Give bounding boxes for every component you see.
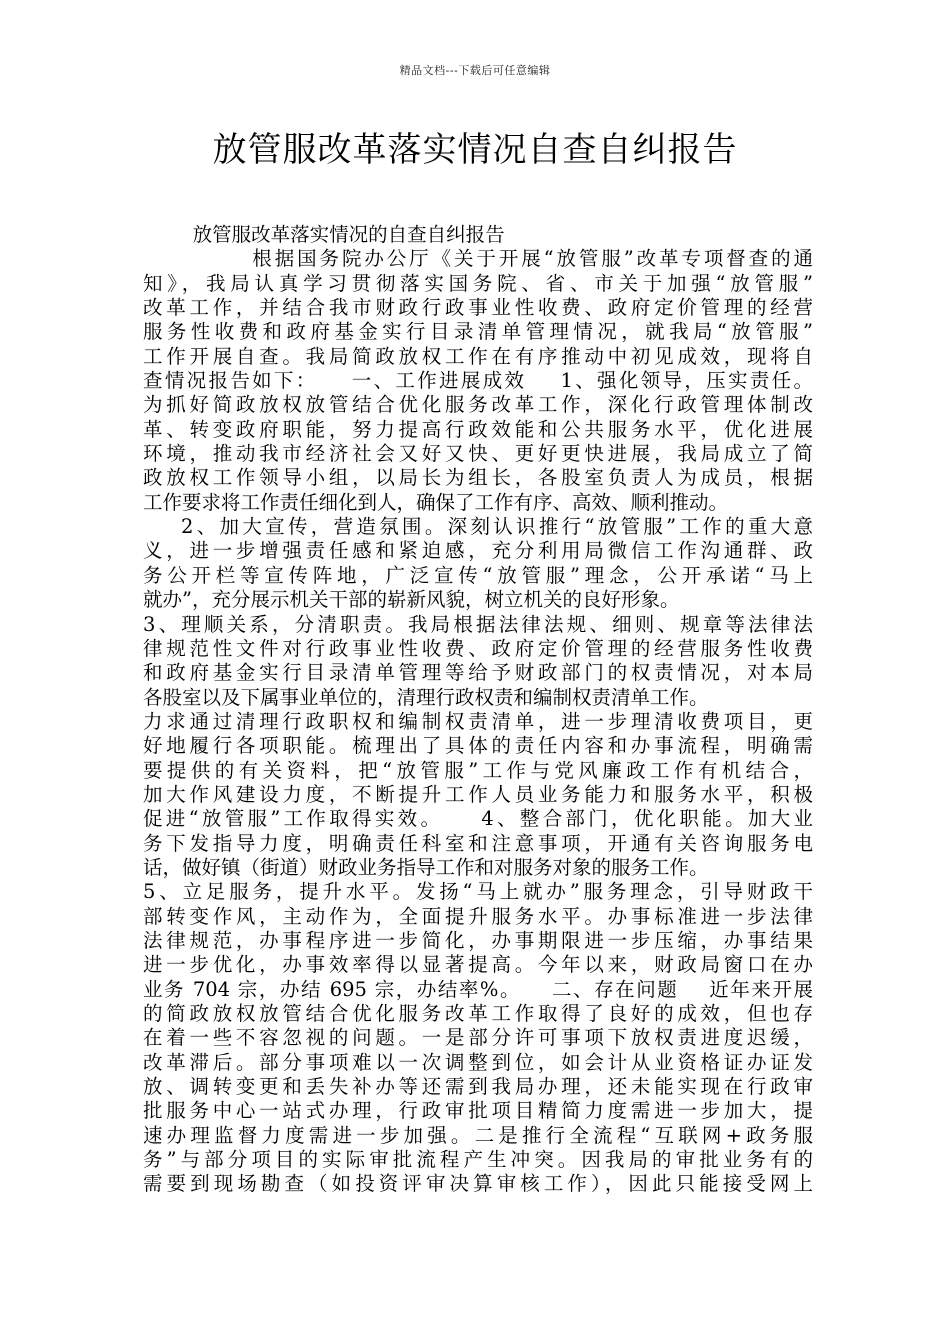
- body-text-line: 放管服改革落实情况的自查自纠报告: [143, 223, 505, 246]
- body-text-line: 批服务中心一站式办理，行政审批项目精简力度需进一步加大，提: [143, 1099, 813, 1123]
- body-text-line: 为抓好简政放权放管结合优化服务改革工作，深化行政管理体制改: [143, 393, 813, 417]
- body-text-line: 促进“放管服”工作取得实效。 4、整合部门，优化职能。加大业: [143, 807, 813, 831]
- body-text-line: 就办”，充分展示机关干部的崭新风貌，树立机关的良好形象。: [143, 588, 680, 612]
- body-text-line: 加大作风建设力度，不断提升工作人员业务能力和服务水平，积极: [143, 782, 813, 806]
- body-text-line: 务公开栏等宣传阵地，广泛宣传“放管服”理念，公开承诺“马上: [143, 563, 813, 587]
- body-text-line: 服务性收费和政府基金实行目录清单管理情况，就我局“放管服”: [143, 320, 813, 344]
- body-text-line: 法律规范，办事程序进一步简化，办事期限进一步压缩，办事结果: [143, 928, 813, 952]
- body-text-line: 要提供的有关资料，把“放管服”工作与党风廉政工作有机结合，: [143, 758, 813, 782]
- body-text-line: 在着一些不容忽视的问题。一是部分许可事项下放权责进度迟缓，: [143, 1026, 813, 1050]
- document-title: 放管服改革落实情况自查自纠报告: [212, 130, 738, 170]
- body-text-line: 改革工作，并结合我市财政行政事业性收费、政府定价管理的经营: [143, 296, 813, 320]
- body-text-line: 2、加大宣传，营造氛围。深刻认识推行“放管服”工作的重大意: [143, 515, 813, 539]
- body-text-line: 知》，我局认真学习贯彻落实国务院、省、市关于加强“放管服”: [143, 271, 813, 295]
- body-text-line: 力求通过清理行政职权和编制权责清单，进一步理清收费项目，更: [143, 709, 813, 733]
- body-text-line: 根据国务院办公厅《关于开展“放管服”改革专项督查的通: [143, 247, 813, 271]
- body-text-line: 速办理监督力度需进一步加强。二是推行全流程“互联网+政务服: [143, 1123, 813, 1147]
- body-text-line: 和政府基金实行目录清单管理等给予财政部门的权责情况，对本局: [143, 661, 813, 685]
- body-text-line: 务”与部分项目的实际审批流程产生冲突。因我局的审批业务有的: [143, 1148, 813, 1172]
- body-text-line: 5、立足服务，提升水平。发扬“马上就办”服务理念，引导财政干: [143, 880, 813, 904]
- body-text-line: 改革滞后。部分事项难以一次调整到位，如会计从业资格证办证发: [143, 1050, 813, 1074]
- body-text-line: 好地履行各项职能。梳理出了具体的责任内容和办事流程，明确需: [143, 734, 813, 758]
- body-text-line: 工作要求将工作责任细化到人，确保了工作有序、高效、顺利推动。: [143, 490, 729, 514]
- document-body: [143, 223, 813, 1197]
- body-text-line: 律规范性文件对行政事业性收费、政府定价管理的经营服务性收费: [143, 636, 813, 660]
- body-text-line: 各股室以及下属事业单位的，清理行政权责和编制权责清单工作。: [143, 685, 709, 709]
- body-text-line: 放、调转变更和丢失补办等还需到我局办理，还未能实现在行政审: [143, 1075, 813, 1099]
- body-text-line: 义，进一步增强责任感和紧迫感，充分利用局微信工作沟通群、政: [143, 539, 813, 563]
- body-text-line: 工作开展自查。我局简政放权工作在有序推动中初见成效，现将自: [143, 344, 813, 368]
- body-text-line: 需要到现场勘查（如投资评审决算审核工作），因此只能接受网上: [143, 1172, 813, 1196]
- body-text-line: 业务 704 宗，办结 695 宗，办结率%。 二、存在问题 近年来开展: [143, 977, 813, 1001]
- body-text-line: 部转变作风，主动作为，全面提升服务水平。办事标准进一步法律: [143, 904, 813, 928]
- body-text-line: 的简政放权放管结合优化服务改革工作取得了良好的成效，但也存: [143, 1002, 813, 1025]
- body-text-line: 话，做好镇（街道）财政业务指导工作和对服务对象的服务工作。: [143, 855, 709, 879]
- body-text-line: 革、转变政府职能，努力提高行政效能和公共服务水平，优化进展: [143, 417, 813, 441]
- page-header-watermark: 精品文档---下载后可任意编辑: [399, 64, 551, 77]
- body-text-line: 3、理顺关系，分清职责。我局根据法律法规、细则、规章等法律法: [143, 612, 813, 636]
- body-text-line: 政放权工作领导小组，以局长为组长，各股室负责人为成员，根据: [143, 466, 813, 490]
- body-text-line: 进一步优化，办事效率得以显著提高。今年以来，财政局窗口在办: [143, 953, 813, 977]
- body-text-line: 环境，推动我市经济社会又好又快、更好更快进展，我局成立了简: [143, 442, 813, 466]
- body-text-line: 查情况报告如下： 一、工作进展成效 1、强化领导，压实责任。: [143, 369, 813, 393]
- body-text-line: 务下发指导力度，明确责任科室和注意事项，开通有关咨询服务电: [143, 831, 813, 855]
